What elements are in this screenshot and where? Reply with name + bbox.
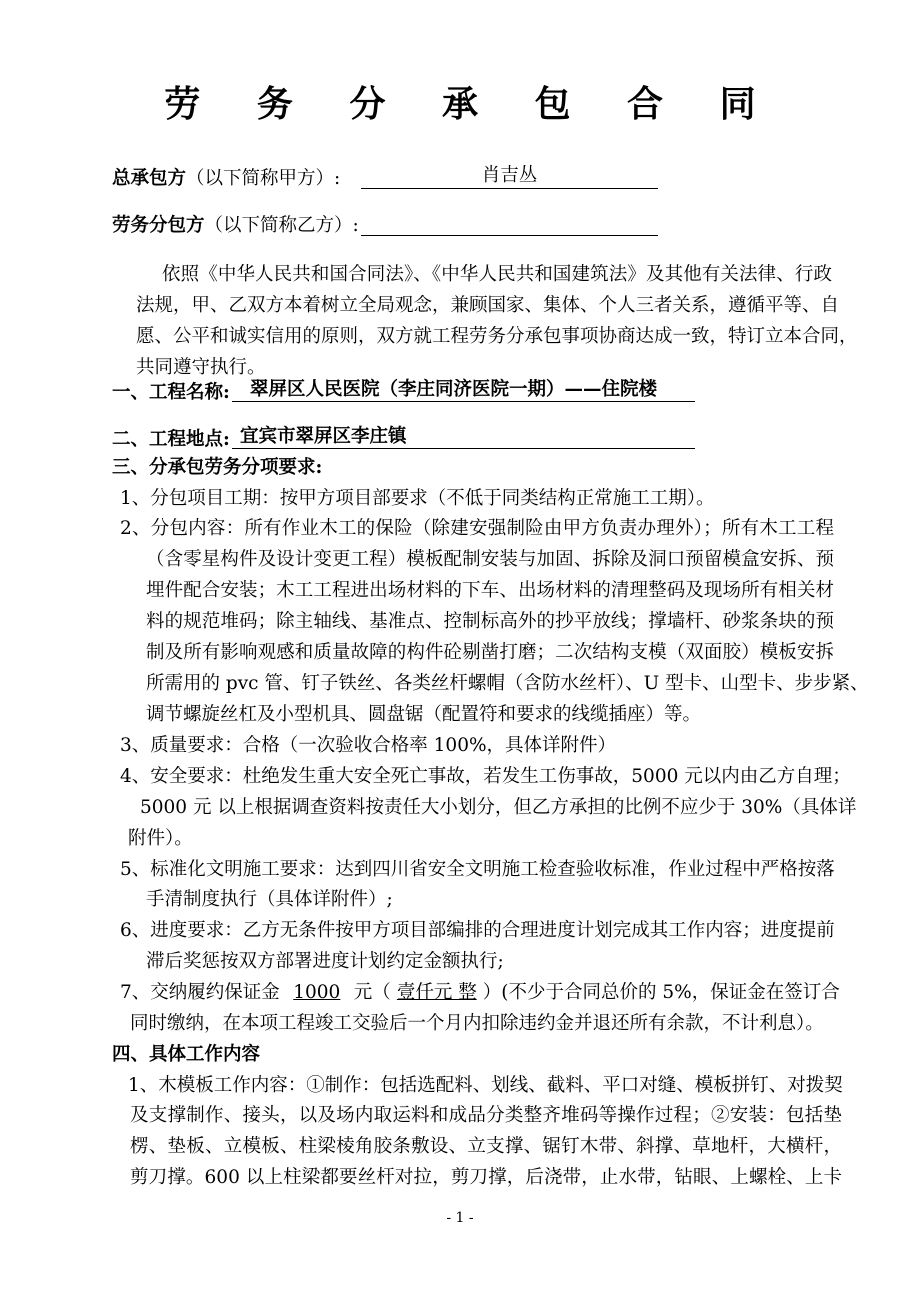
work-content-line: 及支撑制作、接头，以及场内取运料和成品分类整齐堆码等操作过程；②安装：包括垫 — [130, 1105, 842, 1126]
preamble-line: 依照《中华人民共和国合同法》、《中华人民共和国建筑法》及其他有关法律、行政 — [162, 264, 832, 285]
requirement-line: 制及所有影响观感和质量故障的构件砼剔凿打磨；二次结构支模（双面胶）模板安拆 — [146, 642, 834, 663]
requirement-line: 滞后奖惩按双方部署进度计划约定金额执行; — [146, 951, 504, 972]
requirement-line: 埋件配合安装；木工工程进出场材料的下车、出场材料的清理整码及现场所有相关材 — [146, 580, 834, 601]
requirement-line: 5000 元 以上根据调查资料按责任大小划分，但乙方承担的比例不应少于 30%（具体详 — [140, 797, 857, 818]
document-title: 劳 务 分 承 包 合 同 — [164, 84, 778, 125]
section-4-heading: 四、具体工作内容 — [112, 1044, 261, 1065]
party-a-line — [112, 167, 340, 191]
page-number: - 1 - — [446, 1210, 474, 1226]
requirement-line: 6、进度要求：乙方无条件按甲方项目部编排的合理进度计划完成其工作内容；进度提前 — [120, 920, 835, 941]
project-name-field: 翠屏区人民医院（李庄同济医院一期）——住院楼 — [232, 378, 695, 402]
section-3-heading: 三、分承包劳务分项要求: — [112, 457, 323, 478]
requirement-line: 所需用的 pvc 管、钉子铁丝、各类丝杆螺帽（含防水丝杆）、U 型卡、山型卡、步步紧、 — [146, 673, 869, 694]
party-b-name-field — [361, 211, 658, 236]
party-b-label: 劳务分包方 — [112, 215, 205, 236]
project-name-label: 一、工程名称: — [112, 382, 230, 403]
requirement-line: 1、分包项目工期：按甲方项目部要求（不低于同类结构正常施工工期）。 — [120, 488, 715, 509]
work-content-line: 剪刀撑。600 以上柱梁都要丝杆对拉，剪刀撑，后浇带，止水带，钻眼、上螺栓、上卡 — [130, 1167, 842, 1188]
party-b-line — [112, 214, 359, 238]
requirement-line: （含零星构件及设计变更工程）模板配制安装与加固、拆除及洞口预留模盒安拆、预 — [146, 549, 834, 570]
requirement-line: 调节螺旋丝杠及小型机具、圆盘锯（配置符和要求的线缆插座）等。 — [146, 704, 702, 725]
deposit-suffix: ）(不少于合同总价的 5%，保证金在签订合 — [482, 982, 840, 1003]
deposit-amount: 1000 — [293, 982, 341, 1003]
preamble-line: 共同遵守执行。 — [136, 357, 266, 378]
deposit-line — [120, 981, 840, 1005]
party-b-note: （以下简称乙方）: — [204, 215, 359, 236]
preamble-line: 愿、公平和诚实信用的原则，双方就工程劳务分承包事项协商达成一致，特订立本合同， — [136, 326, 858, 347]
requirement-line: 手清制度执行（具体详附件）; — [146, 889, 393, 910]
deposit-unit: 元（ — [353, 982, 391, 1003]
requirement-line: 5、标准化文明施工要求：达到四川省安全文明施工检查验收标准，作业过程中严格按落 — [120, 859, 835, 880]
deposit-line-2: 同时缴纳，在本项工程竣工交验后一个月内扣除违约金并退还所有余款，不计利息）。 — [130, 1013, 824, 1034]
requirement-line: 附件）。 — [128, 828, 193, 849]
party-a-note: （以下简称甲方）: — [186, 168, 341, 189]
party-a-label: 总承包方 — [112, 168, 187, 189]
party-a-name-field: 肖吉丛 — [361, 164, 658, 189]
preamble-line: 法规，甲、乙双方本着树立全局观念，兼顾国家、集体、个人三者关系，遵循平等、自 — [136, 295, 840, 316]
work-content-line: 楞、垫板、立模板、柱梁棱角胶条敷设、立支撑、锯钉木带、斜撑、草地杆，大横杆， — [130, 1136, 842, 1157]
requirement-line: 3、质量要求：合格（一次验收合格率 100%，具体详附件） — [120, 735, 617, 756]
deposit-prefix: 7、交纳履约保证金 — [120, 982, 280, 1003]
project-location-field: 宜宾市翠屏区李庄镇 — [232, 425, 695, 449]
requirement-line: 2、分包内容：所有作业木工的保险（除建安强制险由甲方负责办理外）；所有木工工程 — [120, 518, 834, 539]
requirement-line: 4、安全要求：杜绝发生重大安全死亡事故，若发生工伤事故，5000 元以内由乙方自理； — [120, 766, 851, 787]
work-content-line: 1、木模板工作内容：①制作：包括选配料、划线、截料、平口对缝、模板拼钉、对拨契 — [128, 1075, 843, 1096]
project-location-label: 二、工程地点: — [112, 429, 230, 450]
deposit-capital-amount: 壹仟元 整 — [396, 982, 477, 1003]
requirement-line: 料的规范堆码；除主轴线、基准点、控制标高外的抄平放线；撑墙杆、砂浆条块的预 — [146, 611, 834, 632]
